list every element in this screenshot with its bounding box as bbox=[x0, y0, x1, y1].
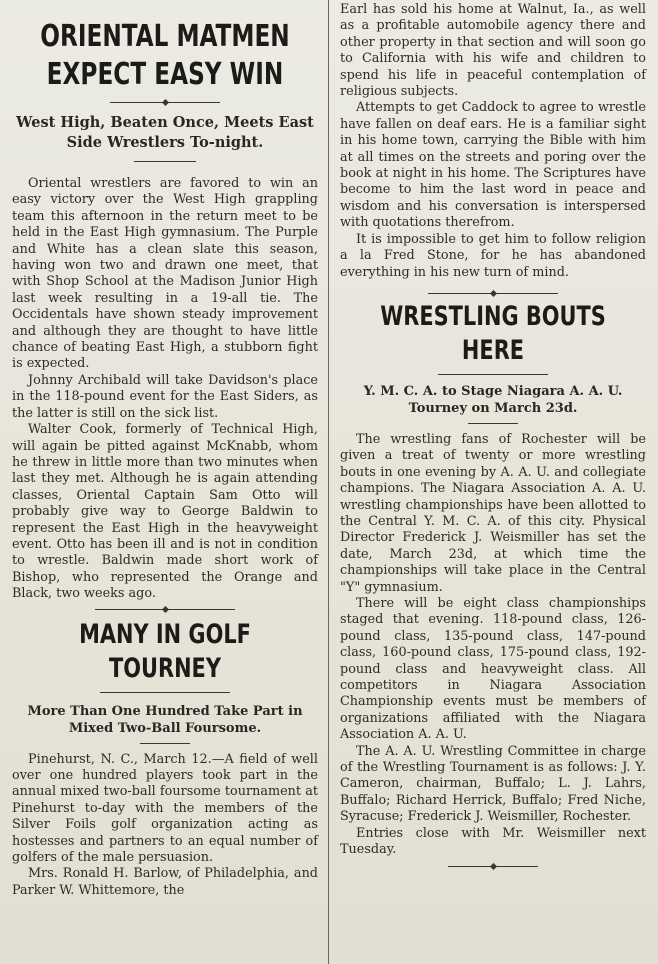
headline-oriental-matmen: ORIENTAL MATMEN bbox=[40, 19, 290, 54]
column-rule bbox=[328, 0, 329, 964]
headline-divider bbox=[110, 102, 220, 103]
paragraph: It is impossible to get him to follow religion a la Fred Stone, for he has abandoned everything in his new turn of mind. bbox=[340, 231, 646, 280]
headline-golf-tourney: MANY IN GOLF TOURNEY bbox=[79, 618, 251, 684]
paragraph: Mrs. Ronald H. Barlow, of Philadelphia, and Parker W. Whittemore, the bbox=[12, 866, 318, 898]
paragraph: Walter Cook, formerly of Technical High, will again be pitted against McKnabb, whom he threw in little more than two minutes when last they met. Although he is again attending classes, Oriental Captain Sam Otto will probably give way to George Baldwin to represent the East High in the heavyweight event. Otto has been ill and is not in condition to wrestle. Baldwin made short work of Bishop, who represented the Orange and Black, two weeks ago. bbox=[12, 422, 318, 602]
article-golf-body bbox=[12, 752, 318, 900]
article-oriental-body bbox=[12, 176, 318, 603]
subhead-ymca: Y. M. C. A. to Stage Niagara A. A. U. Tourney on March 23d. bbox=[363, 383, 623, 416]
paragraph: Johnny Archibald will take Davidson's place in the 118-pound event for the East Siders, as the latter is still on the sick list. bbox=[12, 372, 318, 421]
article-divider bbox=[428, 293, 558, 294]
headline-expect-easy-win: EXPECT EASY WIN bbox=[46, 57, 284, 92]
headline-wrestling-bouts: WRESTLING BOUTS HERE bbox=[380, 300, 606, 366]
paragraph: Entries close with Mr. Weismiller next Tuesday. bbox=[340, 825, 646, 858]
subhead-golf: More Than One Hundred Take Part in Mixed Two-Ball Foursome. bbox=[27, 703, 303, 736]
paragraph: The wrestling fans of Rochester will be given a treat of twenty or more wrestling bouts in one evening by A. A. U. and collegiate champions. The Niagara Association A. A. U. wrestling championships have been allotted to the Central Y. M. C. A. of this city. Physical Director Frederick J. Weismiller has set the date, March 23d, at which time the championships will take place in the Central "Y" gymnasium. bbox=[340, 431, 646, 595]
paragraph: The A. A. U. Wrestling Committee in charge of the Wrestling Tournament is as follows: J. Y. Cameron, chairman, Buffalo; L. J. Lahrs, Buffalo; Richard Herrick, Buffalo; Fred Niche, Syracuse; Frederick J. Weismiller, Rochester. bbox=[340, 743, 646, 825]
article-caddock-continued bbox=[340, 2, 646, 281]
left-column bbox=[6, 0, 324, 964]
paragraph: Pinehurst, N. C., March 12.—A field of well over one hundred players took part in the annual mixed two-ball foursome tournament at Pinehurst to-day with the members of the Silver Foils golf organization acting as hostesses and partners to an equal number of golfers of the male persuasion. bbox=[12, 751, 318, 865]
article-divider bbox=[95, 609, 235, 610]
paragraph: Oriental wrestlers are favored to win an easy victory over the West High grappling team this afternoon in the return meet to be held in the East High gymnasium. The Purple and White has a clean slate this season, having won two and drawn one meet, that with Shop School at the Madison Junior High last week resulting in a 19-all tie. The Occidentals have shown steady improvement and although they are thought to have little chance of beating East High, a stubborn fight is expected. bbox=[12, 176, 318, 372]
article-wrestling-body bbox=[340, 432, 646, 859]
subhead-west-high: West High, Beaten Once, Meets East Side Wrestlers To-night. bbox=[16, 114, 314, 151]
right-column bbox=[334, 0, 652, 964]
paragraph: Attempts to get Caddock to agree to wrestle have fallen on deaf ears. He is a familiar sight in his home town, carrying the Bible with him at all times on the streets and poring over the book at night in his home. The Scriptures have become to him the last word in peace and wisdom and his conversation is interspersed with quotations therefrom. bbox=[340, 100, 646, 231]
paragraph: Earl has sold his home at Walnut, Ia., as well as a profitable automobile agency there and other property in that section and will soon go to California with his wife and children to spend his life in peaceful contemplation of religious subjects. bbox=[340, 2, 646, 100]
paragraph: There will be eight class championships staged that evening. 118-pound class, 126-pound class, 135-pound class, 147-pound class, 160-pound class, 175-pound class, 192-pound class and heavyweight class. All competitors in Niagara Association Championship events must be members of organizations affiliated with the Niagara Association A. A. U. bbox=[340, 595, 646, 743]
end-divider bbox=[448, 866, 538, 867]
